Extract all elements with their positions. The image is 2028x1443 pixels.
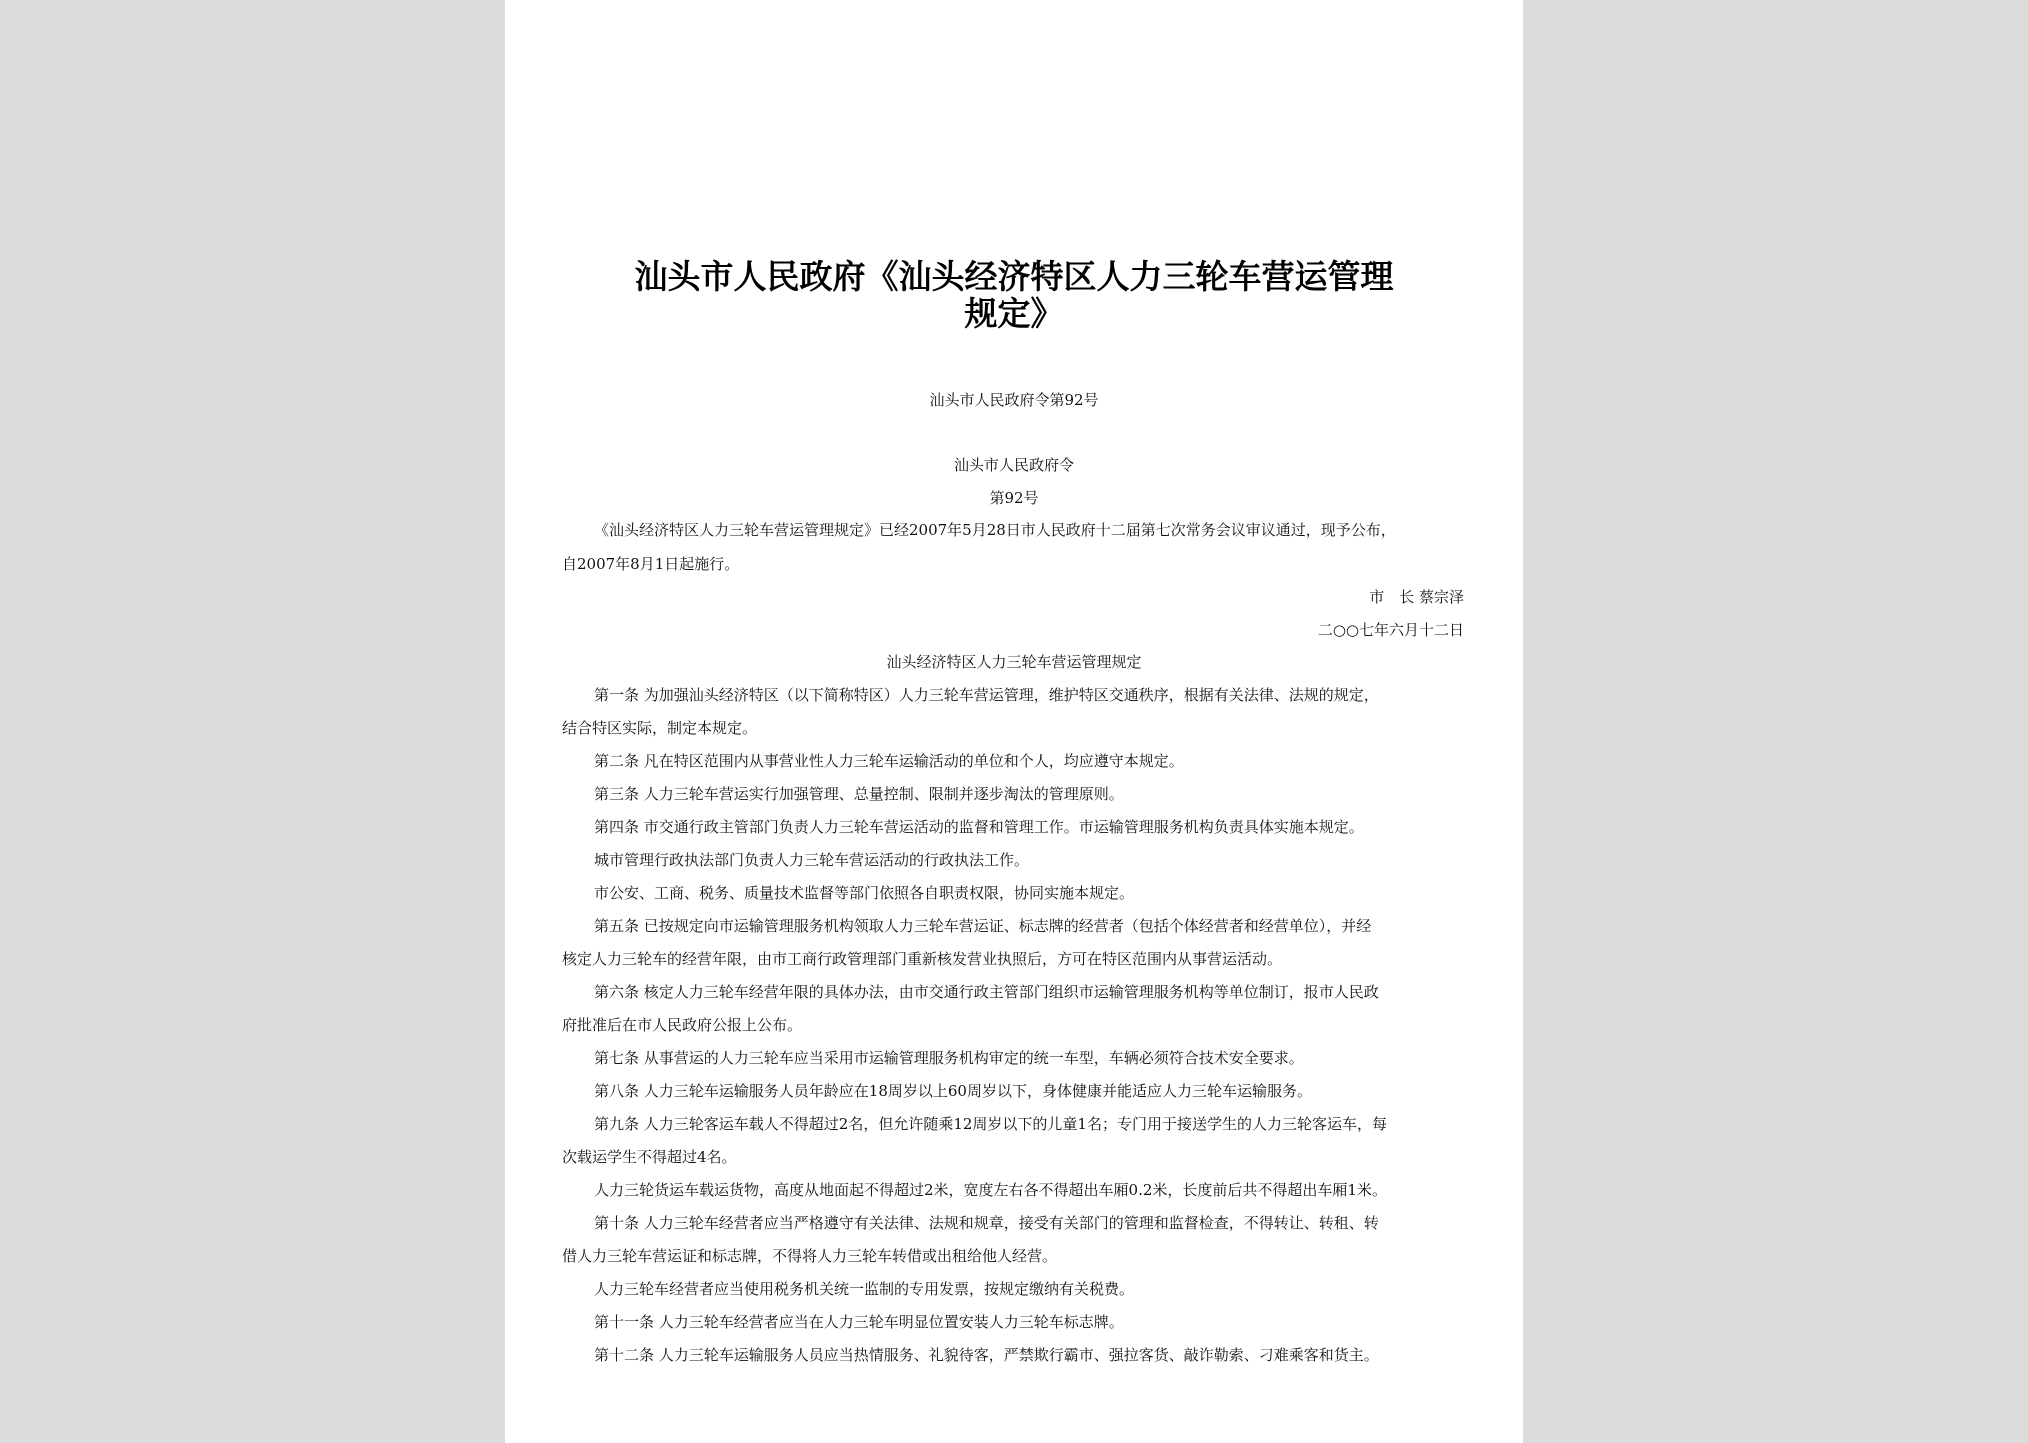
rule-line: 人力三轮货运车载运货物，高度从地面起不得超过2米，宽度左右各不得超出车厢0.2米，长度前后共不得超出车厢1米。 (594, 1181, 1387, 1199)
issuer-line: 汕头市人民政府令 (953, 456, 1074, 474)
rules-title: 汕头经济特区人力三轮车营运管理规定 (886, 653, 1142, 671)
rule-line: 第十一条 人力三轮车经营者应当在人力三轮车明显位置安装人力三轮车标志牌。 (594, 1313, 1124, 1331)
rule-line: 城市管理行政执法部门负责人力三轮车营运活动的行政执法工作。 (594, 851, 1030, 869)
order-number: 第92号 (989, 489, 1039, 507)
rule-line: 第二条 凡在特区范围内从事营业性人力三轮车运输活动的单位和个人，均应遵守本规定。 (594, 752, 1184, 770)
rule-line: 第四条 市交通行政主管部门负责人力三轮车营运活动的监督和管理工作。市运输管理服务机构负责具体实施本规定。 (594, 818, 1364, 836)
rule-line: 结合特区实际，制定本规定。 (562, 719, 758, 737)
rule-line: 人力三轮车经营者应当使用税务机关统一监制的专用发票，按规定缴纳有关税费。 (594, 1280, 1135, 1298)
rule-line: 第六条 核定人力三轮车经营年限的具体办法，由市交通行政主管部门组织市运输管理服务机构等单位制订，报市人民政 (594, 983, 1379, 1001)
rule-line: 第八条 人力三轮车运输服务人员年龄应在18周岁以上60周岁以下，身体健康并能适应人力三轮车运输服务。 (594, 1082, 1312, 1100)
rule-line: 第五条 已按规定向市运输管理服务机构领取人力三轮车营运证、标志牌的经营者（包括个体经营者和经营单位），并经 (594, 917, 1372, 935)
rule-line: 借人力三轮车营运证和标志牌，不得将人力三轮车转借或出租给他人经营。 (562, 1247, 1058, 1265)
title-line-1: 汕头市人民政府《汕头经济特区人力三轮车营运管理 (634, 257, 1394, 296)
rule-line: 市公安、工商、税务、质量技术监督等部门依照各自职责权限，协同实施本规定。 (594, 884, 1135, 902)
document-page (505, 0, 1523, 1443)
rule-line: 次载运学生不得超过4名。 (562, 1148, 737, 1166)
rule-line: 第一条 为加强汕头经济特区（以下简称特区）人力三轮车营运管理，维护特区交通秩序，根据有关法律、法规的规定， (594, 686, 1379, 704)
order-reference: 汕头市人民政府令第92号 (929, 391, 1099, 409)
promulgation-text-2: 自2007年8月1日起施行。 (562, 555, 740, 573)
rule-line: 核定人力三轮车的经营年限，由市工商行政管理部门重新核发营业执照后，方可在特区范围内从事营运活动。 (562, 950, 1283, 968)
rule-line: 第七条 从事营运的人力三轮车应当采用市运输管理服务机构审定的统一车型，车辆必须符合技术安全要求。 (594, 1049, 1304, 1067)
title-line-2: 规定》 (964, 294, 1064, 333)
promulgation-text-1: 《汕头经济特区人力三轮车营运管理规定》已经2007年5月28日市人民政府十二届第七次常务会议审议通过，现予公布， (594, 521, 1396, 539)
rule-line: 第十二条 人力三轮车运输服务人员应当热情服务、礼貌待客，严禁欺行霸市、强拉客货、敲诈勒索、刁难乘客和货主。 (594, 1346, 1379, 1364)
rule-line: 府批准后在市人民政府公报上公布。 (562, 1016, 803, 1034)
rule-line: 第十条 人力三轮车经营者应当严格遵守有关法律、法规和规章，接受有关部门的管理和监督检查，不得转让、转租、转 (594, 1214, 1379, 1232)
mayor-signature: 市 长 蔡宗泽 (1369, 588, 1464, 606)
sign-date: 二○○七年六月十二日 (1317, 621, 1464, 639)
rule-line: 第三条 人力三轮车营运实行加强管理、总量控制、限制并逐步淘汰的管理原则。 (594, 785, 1124, 803)
document-title (562, 258, 1466, 332)
rule-line: 第九条 人力三轮客运车载人不得超过2名，但允许随乘12周岁以下的儿童1名；专门用于接送学生的人力三轮客运车，每 (594, 1115, 1387, 1133)
